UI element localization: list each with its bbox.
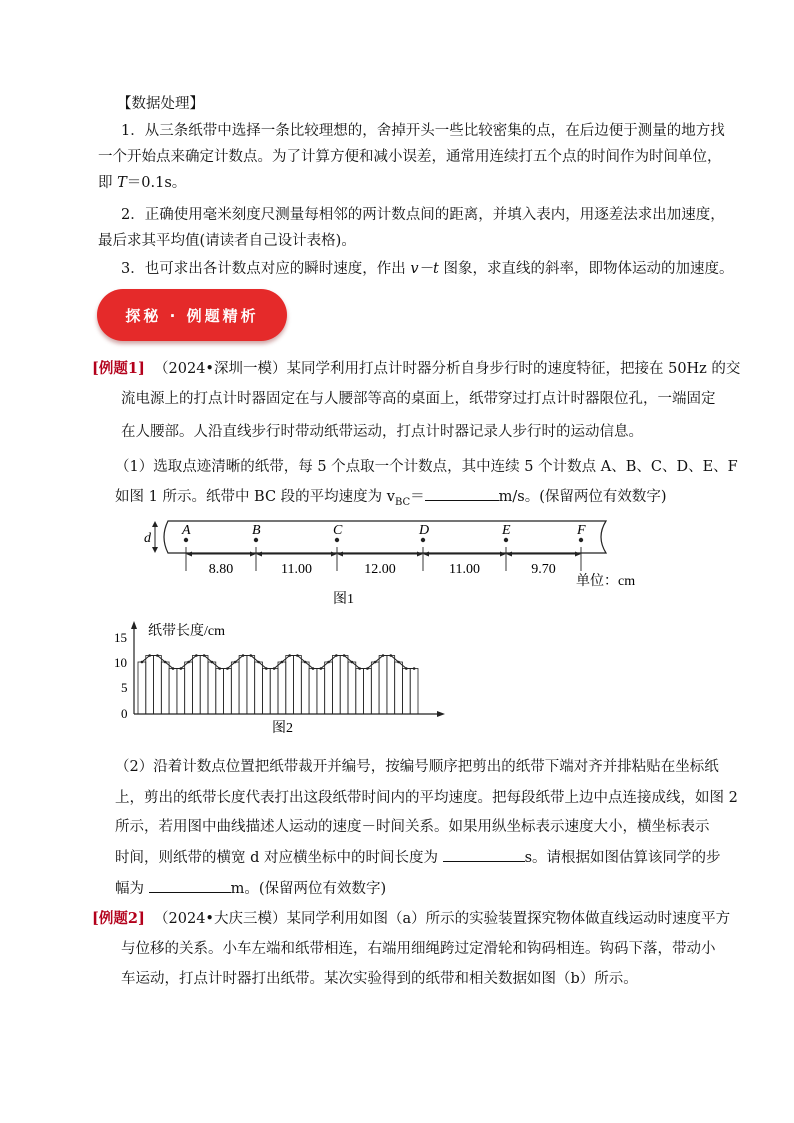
answer-blank-stride[interactable] <box>149 878 231 893</box>
tape-strip <box>402 668 410 714</box>
tape-strip <box>286 656 294 714</box>
segment-length-0: 8.80 <box>208 562 234 577</box>
tape-strip <box>278 662 286 714</box>
unit-label: 单位：cm <box>576 574 636 589</box>
point-label-A: A <box>182 523 191 538</box>
point-label-C: C <box>333 523 343 538</box>
step1-line2: 一个开始点来确定计数点。为了计算方便和减小误差，通常用连续打五个点的时间作为时间单位， <box>98 149 722 165</box>
tape-strip <box>200 656 208 714</box>
tape-strip <box>169 668 177 714</box>
example2-line3: 车运动，打点计时器打出纸带。某次实验得到的纸带和相关数据如图（b）所示。 <box>121 971 638 987</box>
tape-strip <box>161 662 169 714</box>
tape-dot-A <box>184 538 188 542</box>
tape-dot-D <box>421 538 425 542</box>
y-tick-5: 5 <box>121 680 128 695</box>
question1-line2: 如图 1 所示。纸带中 BC 段的平均速度为 $v_{BC}= m/s$。(保留两位有效数字) <box>115 486 667 513</box>
tape-strip <box>379 656 387 714</box>
tape-strip <box>317 668 325 714</box>
figure1-caption: 图1 <box>333 592 354 607</box>
segment-length-4: 9.70 <box>531 562 556 577</box>
tape-dot-E <box>504 538 508 542</box>
example1-line1: [例题1] （2024•深圳一模）某同学利用打点计时器分析自身步行时的速度特征，把接在 50Hz 的交 <box>92 360 741 377</box>
tape-strip <box>356 668 364 714</box>
segment-length-1: 11.00 <box>281 562 312 577</box>
step1-line3: 即 T＝0.1s。 <box>98 175 187 191</box>
question2-line4: 时间，则纸带的横宽 d 对应横坐标中的时间长度为 s。请根据如图估算该同学的步 <box>115 847 721 868</box>
tape-strip <box>262 668 270 714</box>
section-title: 【数据处理】 <box>117 96 204 112</box>
point-label-E: E <box>502 523 511 538</box>
example1-line3: 在人腰部。人沿直线步行时带动纸带运动，打点计时器记录人步行时的运动信息。 <box>121 424 643 440</box>
example2-line1: [例题2] （2024•大庆三模）某同学利用如图（a）所示的实验装置探究物体做直线运动时速度平方 <box>92 910 731 927</box>
tape-strip <box>387 656 395 714</box>
tape-strip <box>270 668 278 714</box>
step2-line1: 2．正确使用毫米刻度尺测量每相邻的两计数点间的距离，并填入表内，用逐差法求出加速度， <box>121 207 725 223</box>
tape-strip <box>340 656 348 714</box>
question2-line1: （2）沿着计数点位置把纸带裁开并编号，按编号顺序把剪出的纸带下端对齐并排粘贴在坐标纸 <box>115 759 719 775</box>
tape-strip <box>154 656 162 714</box>
example2-line2: 与位移的关系。小车左端和纸带相连，右端用细绳跨过定滑轮和钩码相连。钩码下落，带动小 <box>121 941 716 957</box>
tape-strip <box>371 662 379 714</box>
tape-strip <box>325 662 333 714</box>
tape-strip <box>138 662 146 714</box>
example1-line2: 流电源上的打点计时器固定在与人腰部等高的桌面上，纸带穿过打点计时器限位孔，一端固定 <box>121 391 716 407</box>
tape-strip <box>309 668 317 714</box>
tape-strip <box>294 656 302 714</box>
question1-line1: （1）选取点迹清晰的纸带，每 5 个点取一个计数点，其中连续 5 个计数点 A、B、C、D、E、F <box>115 459 738 475</box>
step1-line1: 1．从三条纸带中选择一条比较理想的，舍掉开头一些比较密集的点，在后边便于测量的地方找 <box>121 123 725 139</box>
answer-blank-vbc[interactable] <box>425 486 499 501</box>
y-tick-10: 10 <box>114 655 127 670</box>
y-axis-label: 纸带长度/cm <box>148 624 225 639</box>
step3-line1: 3．也可求出各计数点对应的瞬时速度，作出 v－t 图象，求直线的斜率，即物体运动的加速度。 <box>121 261 734 277</box>
y-tick-0: 0 <box>121 706 128 721</box>
tape-strip <box>208 662 216 714</box>
tape-strip <box>332 656 340 714</box>
tape-strip <box>348 662 356 714</box>
figure2-strip-chart <box>112 618 452 740</box>
question2-line3: 所示，若用图中曲线描述人运动的速度－时间关系。如果用纵坐标表示速度大小，横坐标表示 <box>115 819 710 835</box>
tape-strip <box>364 668 372 714</box>
step2-line2: 最后求其平均值(请读者自己设计表格)。 <box>98 233 356 249</box>
point-label-B: B <box>252 523 261 538</box>
tape-strip <box>216 668 224 714</box>
figure2-caption: 图2 <box>272 721 293 736</box>
example1-tag: [例题1] <box>92 360 145 377</box>
tape-dot-F <box>579 538 583 542</box>
tape-strip <box>395 662 403 714</box>
tape-strip <box>231 662 239 714</box>
tape-strip <box>239 656 247 714</box>
point-label-D: D <box>419 523 430 538</box>
tape-strip <box>192 656 200 714</box>
tape-dot-B <box>254 538 258 542</box>
answer-blank-time[interactable] <box>443 847 525 862</box>
tape-strip <box>410 668 418 714</box>
section-banner: 探秘 · 例题精析 <box>97 289 287 341</box>
segment-length-3: 11.00 <box>449 562 480 577</box>
tape-strip <box>177 668 185 714</box>
tape-strip <box>224 668 232 714</box>
question2-line2: 上，剪出的纸带长度代表打出这段纸带时间内的平均速度。把每段纸带上边中点连接成线，如图 2 <box>115 790 738 806</box>
y-tick-15: 15 <box>114 630 127 645</box>
d-label: d <box>144 531 151 546</box>
tape-strip <box>301 662 309 714</box>
tape-strip <box>247 656 255 714</box>
point-label-F: F <box>577 523 586 538</box>
tape-strip <box>185 662 193 714</box>
segment-length-2: 12.00 <box>364 562 396 577</box>
figure1-tape-diagram <box>140 513 640 615</box>
tape-dot-C <box>335 538 339 542</box>
example2-tag: [例题2] <box>92 910 145 927</box>
tape-strip <box>255 662 263 714</box>
question2-line5: 幅为 m。(保留两位有效数字) <box>115 878 386 899</box>
tape-strip <box>146 656 154 714</box>
